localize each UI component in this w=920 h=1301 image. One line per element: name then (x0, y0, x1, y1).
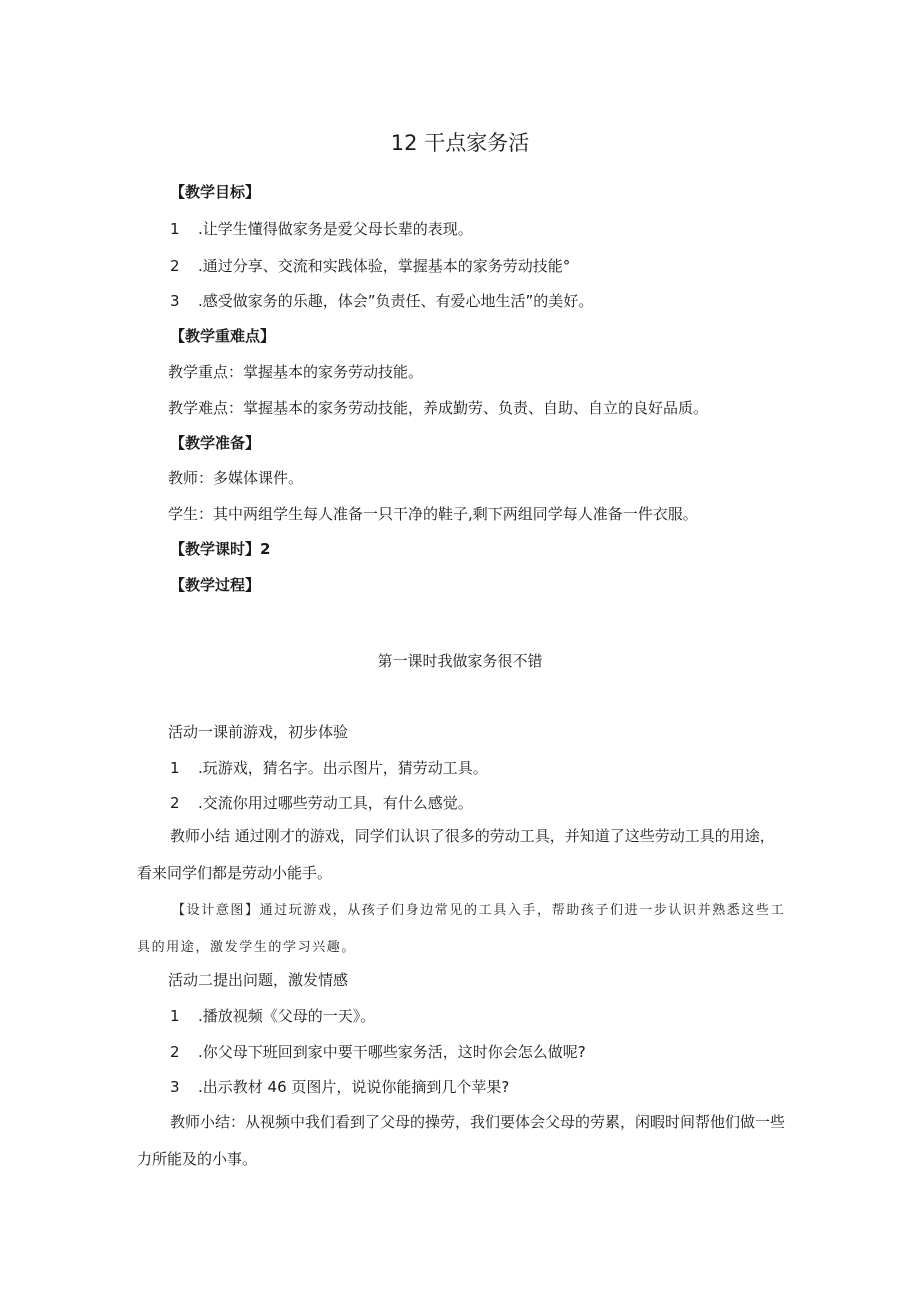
item-text: .交流你用过哪些劳动工具，有什么感觉。 (198, 794, 473, 812)
goal-item-1 (170, 219, 473, 239)
item-number: 1 (170, 759, 180, 777)
activity2-item-2 (170, 1042, 586, 1062)
prep-header: 【教学准备】 (170, 434, 261, 452)
goal-number: 2 (170, 257, 180, 275)
design-intent: 【设计意图】通过玩游戏，从孩子们身边常见的工具入手，帮助孩子们进一步认识并熟悉这些工具的用途，激发学生的学习兴趣。 (137, 903, 786, 955)
item-number: 2 (170, 1043, 180, 1061)
process-header: 【教学过程】 (170, 576, 261, 594)
goal-item-2 (170, 256, 570, 276)
item-text: .播放视频《父母的一天》。 (198, 1007, 376, 1025)
item-text: .出示教材 46 页图片，说说你能摘到几个苹果? (198, 1078, 510, 1096)
activity1-item-2 (170, 793, 473, 813)
activity1-title: 活动一课前游戏，初步体验 (168, 723, 349, 741)
goals-header: 【教学目标】 (170, 183, 261, 201)
item-number: 3 (170, 1078, 180, 1096)
goal-text: .感受做家务的乐趣，体会”负责任、有爱心地生活”的美好。 (198, 292, 594, 310)
lesson-title: 第一课时我做家务很不错 (377, 652, 543, 670)
activity2-item-1 (170, 1006, 375, 1026)
hours-header: 【教学课时】2 (170, 540, 271, 558)
teacher-summary-1: 教师小结 通过刚才的游戏，同学们认识了很多的劳动工具，并知道了这些劳动工具的用途，看来同学们都是劳动小能手。 (137, 827, 775, 882)
prep-teacher: 教师：多媒体课件。 (168, 469, 304, 487)
item-text: .玩游戏，猜名字。出示图片，猜劳动工具。 (198, 759, 488, 777)
goal-text: .让学生懂得做家务是爱父母长辈的表现。 (198, 220, 473, 238)
item-number: 1 (170, 1007, 180, 1025)
goal-number: 1 (170, 220, 180, 238)
key-point: 教学重点：掌握基本的家务劳动技能。 (168, 363, 424, 381)
activity1-item-1 (170, 758, 488, 778)
goal-number: 3 (170, 292, 180, 310)
item-text: .你父母下班回到家中要干哪些家务活，这时你会怎么做呢? (198, 1043, 586, 1061)
activity2-item-3 (170, 1077, 509, 1097)
key-header: 【教学重难点】 (170, 327, 276, 345)
teacher-summary-2: 教师小结：从视频中我们看到了父母的操劳，我们要体会父母的劳累，闲暇时间帮他们做一些力所能及的小事。 (137, 1113, 786, 1168)
difficult-point: 教学难点：掌握基本的家务劳动技能，养成勤劳、负责、自助、自立的良好品质。 (168, 399, 709, 417)
goal-item-3 (170, 291, 593, 311)
item-number: 2 (170, 794, 180, 812)
page-title: 12 干点家务活 (390, 131, 530, 155)
prep-student: 学生：其中两组学生每人准备一只干净的鞋子,剩下两组同学每人准备一件衣服。 (168, 505, 698, 523)
activity2-title: 活动二提出问题，激发情感 (168, 971, 349, 989)
goal-text: .通过分享、交流和实践体验，掌握基本的家务劳动技能° (198, 257, 571, 275)
